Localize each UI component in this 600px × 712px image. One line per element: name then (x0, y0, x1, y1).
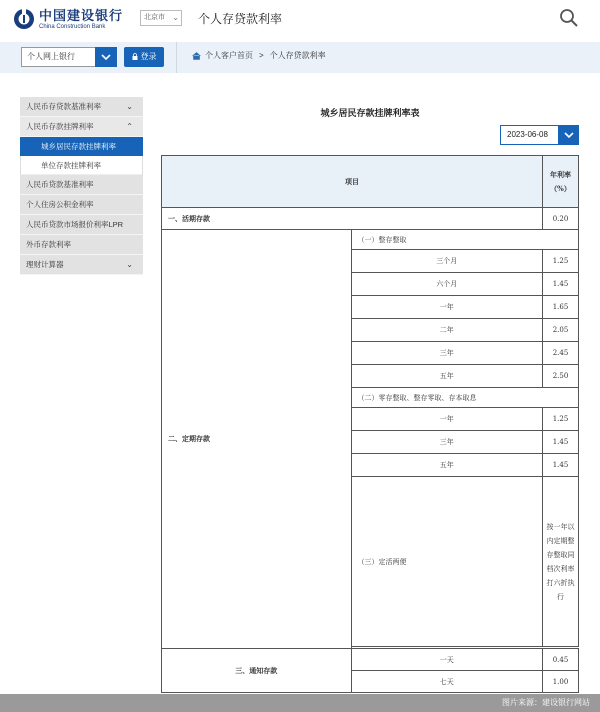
flex-deposit-rate: 按一年以内定期整存整取同档次利率打六折执行 (543, 477, 579, 647)
chevron-down-icon: ⌄ (126, 102, 133, 111)
term-cell: 五年 (351, 365, 543, 388)
channel-value: 个人网上银行 (27, 52, 75, 61)
term-cell: 一年 (351, 296, 543, 319)
sidebar-item-housing-fund-rate[interactable] (20, 195, 143, 215)
sidebar-item-foreign-deposit-rate[interactable] (20, 235, 143, 255)
rate-cell: 1.25 (543, 408, 579, 431)
rate-cell: 2.45 (543, 342, 579, 365)
term-cell: 五年 (351, 454, 543, 477)
table-row (162, 649, 579, 671)
date-dropdown-button[interactable] (558, 125, 579, 145)
breadcrumb-home-link[interactable]: 个人客户首页 (205, 51, 253, 60)
date-value: 2023-06-08 (507, 130, 548, 139)
term-cell: 六个月 (351, 273, 543, 296)
sidebar-item-financial-calculator[interactable] (20, 255, 143, 275)
term-cell: 三年 (351, 431, 543, 454)
page-title: 个人存贷款利率 (198, 12, 283, 26)
search-icon[interactable] (559, 8, 579, 28)
sidebar-item-label: 理财计算器 (26, 260, 64, 269)
sidebar-item-label: 人民币贷款市场报价利率LPR (26, 220, 124, 229)
city-select[interactable] (140, 10, 182, 26)
sidebar-subitem-resident-deposit-rate[interactable]: 城乡居民存款挂牌利率 (20, 137, 143, 156)
rate-cell: 2.50 (543, 365, 579, 388)
chevron-up-icon: ⌃ (126, 122, 133, 131)
demand-deposit-rate: 0.20 (543, 208, 579, 230)
sidebar-subitem-corporate-deposit-rate[interactable]: 单位存款挂牌利率 (20, 156, 143, 175)
sidebar (20, 97, 143, 275)
header-item: 项目 (162, 156, 543, 208)
breadcrumb-separator: > (259, 51, 264, 60)
city-value: 北京市 (144, 14, 165, 21)
breadcrumb (192, 50, 326, 61)
channel-select[interactable] (21, 47, 117, 67)
chevron-down-icon (101, 53, 111, 61)
rate-cell: 2.05 (543, 319, 579, 342)
rate-cell: 1.45 (543, 454, 579, 477)
home-icon (192, 52, 201, 60)
date-select[interactable] (500, 125, 579, 145)
notice-deposit-label: 三、通知存款 (162, 649, 352, 693)
bank-logo[interactable] (13, 8, 123, 30)
sidebar-item-label: 人民币存贷款基准利率 (26, 102, 101, 111)
term-cell: 三个月 (351, 250, 543, 273)
lock-icon (132, 53, 138, 60)
lump-sum-label: （一）整存整取 (351, 230, 579, 250)
top-header (0, 0, 600, 38)
term-cell: 二年 (351, 319, 543, 342)
table-row (162, 208, 579, 230)
image-source-caption: 图片来源：建设银行网站 (502, 698, 590, 707)
term-deposit-label: 二、定期存款 (162, 230, 352, 649)
chevron-down-icon: ⌄ (172, 13, 179, 22)
term-cell: 一天 (351, 649, 543, 671)
sidebar-item-lpr[interactable] (20, 215, 143, 235)
table-row (162, 230, 579, 250)
term-cell: 三年 (351, 342, 543, 365)
rate-cell: 1.45 (543, 273, 579, 296)
rate-cell: 1.00 (543, 671, 579, 693)
rate-cell: 1.45 (543, 431, 579, 454)
deposit-rate-table (161, 155, 579, 693)
ccb-logo-icon (13, 8, 35, 30)
logo-english-name: China Construction Bank (39, 23, 106, 30)
rate-cell: 0.45 (543, 649, 579, 671)
sidebar-item-loan-base-rate[interactable] (20, 175, 143, 195)
rate-table-title: 城乡居民存款挂牌利率表 (320, 108, 420, 118)
channel-dropdown-button[interactable] (95, 47, 117, 67)
header-rate: 年利率（%） (543, 156, 579, 208)
term-cell: 一年 (351, 408, 543, 431)
sidebar-item-label: 人民币存款挂牌利率 (26, 122, 94, 131)
demand-deposit-label: 一、活期存款 (162, 208, 543, 230)
flex-deposit-label: （三）定活两便 (351, 477, 543, 647)
chevron-down-icon: ⌄ (126, 260, 133, 269)
table-header-row (162, 156, 579, 208)
login-label: 登录 (140, 52, 157, 61)
rate-cell: 1.25 (543, 250, 579, 273)
breadcrumb-current: 个人存贷款利率 (269, 51, 326, 60)
login-button[interactable] (124, 47, 164, 67)
installment-label: （二）零存整取、整存零取、存本取息 (351, 388, 579, 408)
rate-cell: 1.65 (543, 296, 579, 319)
divider (176, 42, 177, 73)
logo-chinese-name: 中国建设银行 (39, 7, 124, 23)
chevron-down-icon (564, 131, 574, 139)
sidebar-item-deposit-loan-base-rate[interactable] (20, 97, 143, 117)
term-cell: 七天 (351, 671, 543, 693)
sidebar-item-label: 人民币贷款基准利率 (26, 180, 94, 189)
sidebar-item-label: 个人住房公积金利率 (26, 200, 94, 209)
sidebar-item-label: 外币存款利率 (26, 240, 71, 249)
sidebar-item-deposit-listed-rate[interactable] (20, 117, 143, 137)
